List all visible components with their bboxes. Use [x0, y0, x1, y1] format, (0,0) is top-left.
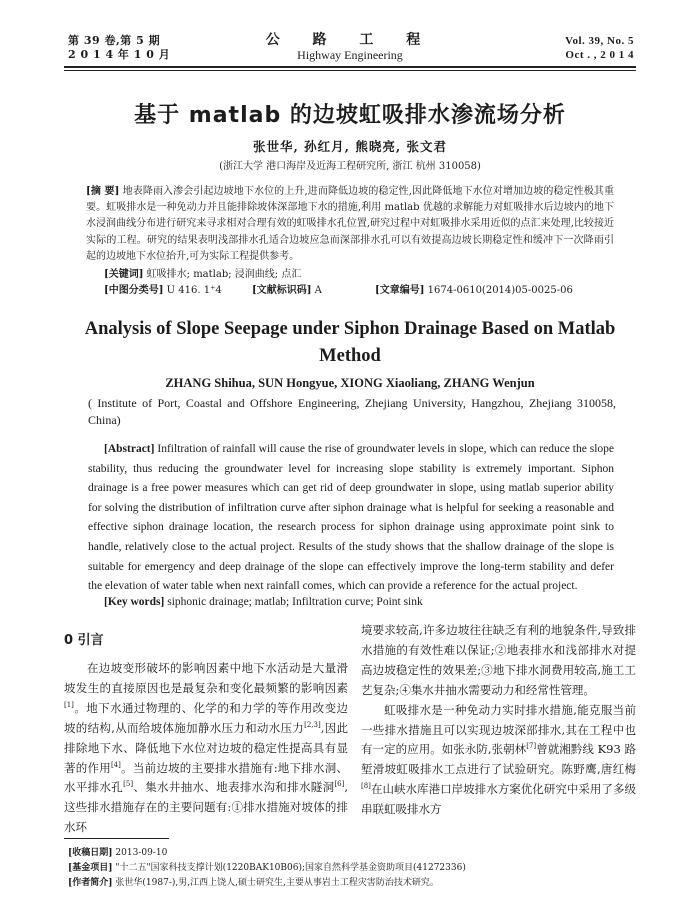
volume-issue-en: Vol. 39, No. 5	[565, 35, 634, 47]
authors-en: ZHANG Shihua, SUN Hongyue, XIONG Xiaoliang, ZHANG Wenjun	[165, 376, 535, 390]
fund-text: "十二五"国家科技支撑计划(1220BAK10B06);国家自然科学基金资助项目(41272336)	[115, 863, 466, 874]
running-header-center	[240, 32, 460, 63]
doc-code-value: A	[314, 285, 322, 296]
volume-issue-cn: 第 39 卷,第 5 期	[68, 34, 161, 47]
article-title-cn: 基于 matlab 的边坡虹吸排水渗流场分析	[134, 103, 566, 128]
header-rule-thick	[64, 66, 636, 68]
doc-code	[252, 281, 322, 296]
author-bio-text: 张世华(1987-),男,江西上饶人,硕士研究生,主要从事岩土工程灾害防治技术研究。	[115, 878, 439, 889]
fund-label: [基金项目]	[68, 863, 113, 874]
received-label: [收稿日期]	[68, 848, 113, 858]
citation-marker: [7]	[526, 742, 537, 751]
clc-value: U 416. 1⁺4	[166, 285, 222, 296]
article-number	[375, 281, 573, 296]
body-column-right	[361, 621, 636, 820]
article-number-value: 1674-0610(2014)05-0025-06	[427, 285, 573, 296]
abstract-cn-text: 地表降雨入渗会引起边坡地下水位的上升,进而降低边坡的稳定性,因此降低地下水位对增加边坡的稳定性极其重要。虹吸排水是一种免动力并且能排除坡体深部地下水的措施,利用 matlab 优越的求解能力对虹吸排水后边坡内的地下水浸润曲线分布进行研究来寻求相对合理有效的虹吸排水孔位置,研究过程中对虹吸排水采用近似的点汇来处理,比较接近实际的工程。研究的结果表明浅部排水孔适合边坡应急而深部排水孔可以有效提高边坡长期稳定性和缓冲下一次降雨引起的边坡地下水位抬升,可为实际工程提供参考。	[86, 186, 614, 262]
footnote-author	[68, 876, 466, 891]
section-heading-introduction: 0 引言	[64, 633, 104, 648]
keywords-en	[104, 596, 423, 608]
abstract-en-text: Infiltration of rainfall will cause the rise of groundwater levels in slope, which can reduce the slope stability, thus reducing the groundwater level for increasing slope stability is extremely important. Siphon drainage is a free power measures which can get rid of deep groundwater in slope, using matlab superior ability for solving the distribution of infiltration curve after siphon drainage what is helpful for seeking a reasonable and effective siphon drainage location, the research process for siphon drainage using approximate point sink to handle, relatively close to the actual project. Results of the study shows that the shallow drainage of the slope is suitable for emergency and deep drainage of the slope can effectively improve the long-term stability and defer the elevation of water table when next rainfall comes, which can provide a reference for the actual project.	[88, 443, 615, 593]
running-header-right	[565, 34, 634, 62]
footnote-received	[68, 846, 466, 861]
keywords-cn-text: 虹吸排水; matlab; 浸润曲线; 点汇	[146, 269, 302, 280]
citation-marker: [6]	[334, 780, 345, 789]
journal-name-en: Highway Engineering	[297, 48, 403, 62]
author-bio-label: [作者简介]	[68, 878, 113, 889]
citation-marker: [4]	[110, 760, 121, 769]
footnote-rule	[64, 838, 169, 839]
abstract-cn-label: [摘 要]	[86, 186, 120, 197]
paragraph-siphon: 虹吸排水是一种免动力实时排水措施,能克服当前一些排水措施且可以实现边坡深部排水,其在工程中也有一定的应用。如张永防,张朝林[7]曾就湘黔线 K93 路堑滑坡虹吸排水工点进行了试验研究。陈野鹰,唐红梅[8]在山峡水库港口岸坡排水方案优化研究中采用了多级串联虹吸排水方	[361, 702, 636, 817]
abstract-cn	[86, 184, 614, 265]
body-column-left: 在边坡变形破坏的影响因素中地下水活动是大量滑坡发生的直接原因也是最复杂和变化最频繁的影响因素[1]。地下水通过物理的、化学的和力学的等作用改变边坡的结构,从而给坡体施加静水压力和动水压力[2,3],因此排除地下水、降低地下水位对边坡的稳定性提高具有显著的作用[4]。当前边坡的主要排水措施有:地下排水洞、水平排水孔[5]、集水井抽水、地表排水沟和排水隧洞[6],这些排水措施存在的主要问题有:①排水措施对坡体的排水环	[64, 661, 349, 835]
keywords-cn-label: [关键词]	[104, 269, 144, 280]
keywords-cn	[104, 265, 301, 280]
abstract-en-label: [Abstract]	[104, 443, 155, 455]
article-title-en: Analysis of Slope Seepage under Siphon Drainage Based on Matlab Method	[84, 319, 616, 366]
journal-name-cn: 公 路 工 程	[265, 32, 435, 48]
date-cn: 2 0 1 4 年 1 0 月	[68, 48, 171, 61]
running-header-left	[68, 34, 170, 62]
clc-label: [中图分类号]	[104, 285, 164, 296]
abstract-en	[88, 440, 614, 597]
footnote-fund	[68, 861, 466, 876]
date-en: Oct . , 2 0 1 4	[565, 49, 634, 61]
paragraph-continued: 境要求较高,许多边坡往往缺乏有利的地貌条件,导致排水措施的有效性难以保证;②地表排水和浅部排水对提高边坡稳定性的效果差;③地下排水洞费用较高,施工工艺复杂;④集水井抽水需要动力和经常性管理。	[361, 623, 636, 697]
affiliation-cn: (浙江大学 港口海岸及近海工程研究所, 浙江 杭州 310058)	[219, 161, 481, 172]
citation-marker: [2,3]	[304, 720, 321, 729]
footnotes	[68, 846, 466, 892]
received-date: 2013-09-10	[115, 848, 168, 858]
header-rule-thin	[64, 70, 636, 71]
authors-cn: 张世华, 孙红月, 熊晓亮, 张文君	[252, 139, 448, 154]
keywords-en-text: siphonic drainage; matlab; Infiltration curve; Point sink	[167, 596, 423, 608]
article-number-label: [文章编号]	[375, 285, 425, 296]
doc-code-label: [文献标识码]	[252, 285, 312, 296]
affiliation-en: ( Institute of Port, Coastal and Offshore Engineering, Zhejiang University, Hangzhou, Zhejiang 310058, China)	[88, 396, 616, 427]
citation-marker: [8]	[361, 782, 371, 791]
citation-marker: [5]	[123, 780, 134, 789]
clc-number	[104, 281, 222, 296]
keywords-en-label: [Key words]	[104, 596, 165, 608]
citation-marker: [1]	[64, 700, 74, 709]
